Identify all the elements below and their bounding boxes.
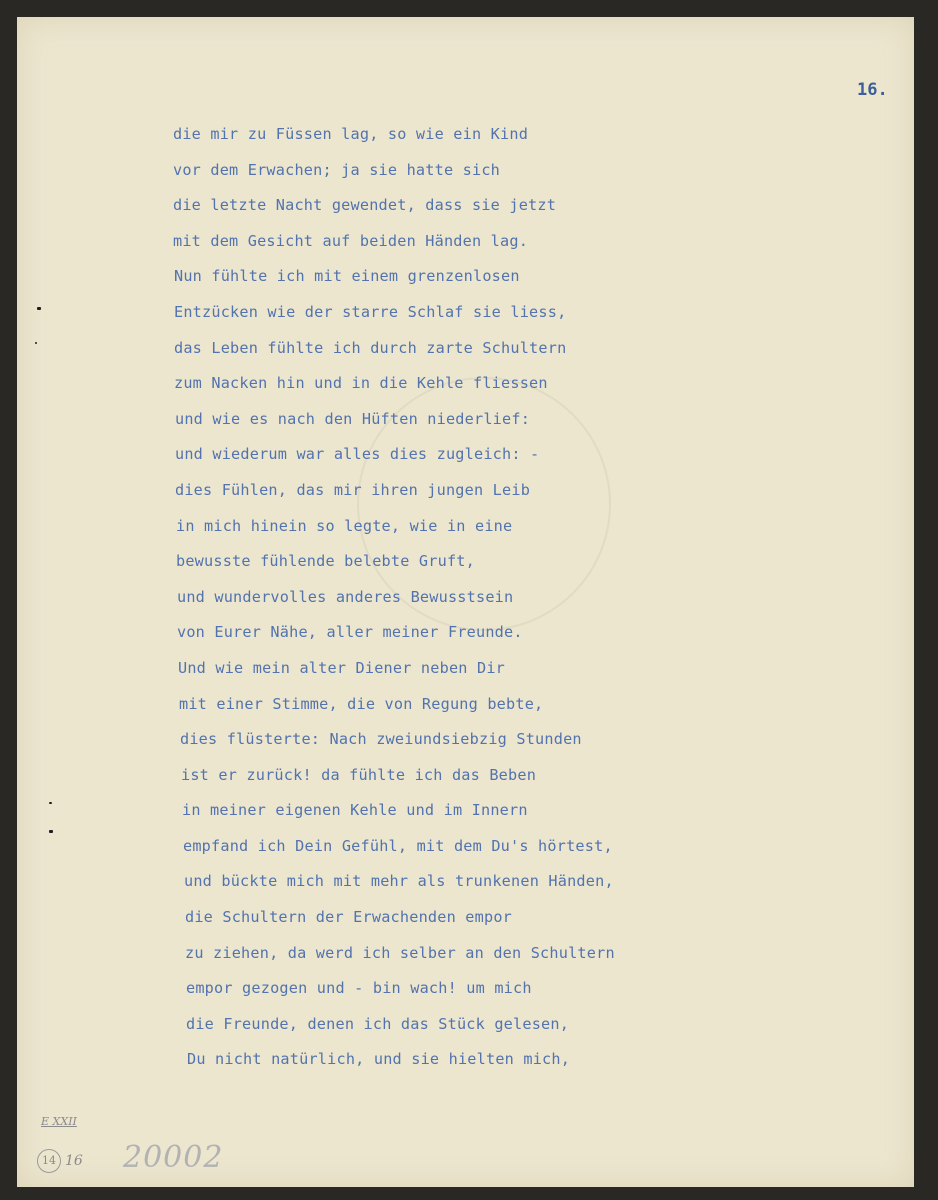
margin-mark [35,342,37,344]
text-line: mit dem Gesicht auf beiden Händen lag. [173,231,529,250]
text-line: bewusste fühlende belebte Gruft, [176,552,475,571]
typescript-text [173,117,733,1078]
document-page [17,17,914,1187]
page-number: 16. [857,80,888,100]
text-line: dies Fühlen, das mir ihren jungen Leib [175,480,531,499]
text-line: Und wie mein alter Diener neben Dir [178,658,506,677]
archive-annotations [37,1115,297,1185]
text-line: Entzücken wie der starre Schlaf sie liess, [174,302,567,321]
margin-mark [37,307,41,310]
text-line: vor dem Erwachen; ja sie hatte sich [173,160,501,179]
circled-folio-number: 14 [37,1149,61,1173]
text-line: zu ziehen, da werd ich selber an den Schultern [185,943,615,962]
text-line: in meiner eigenen Kehle und im Innern [182,801,528,820]
text-line: die Schultern der Erwachenden empor [185,908,513,927]
text-line: empfand ich Dein Gefühl, mit dem Du's hörtest, [183,836,613,855]
text-line: von Eurer Nähe, aller meiner Freunde. [177,623,523,642]
text-line: zum Nacken hin und in die Kehle fliessen [174,374,548,393]
text-line: die letzte Nacht gewendet, dass sie jetzt [173,196,557,215]
text-line: dies flüsterte: Nach zweiundsiebzig Stunden [180,730,582,749]
text-line: Du nicht natürlich, und sie hielten mich, [187,1050,571,1069]
text-line: empor gezogen und - bin wach! um mich [186,979,532,998]
text-line: die mir zu Füssen lag, so wie ein Kind [173,125,529,143]
text-line: und wundervolles anderes Bewusstsein [177,587,514,606]
text-line: und wie es nach den Hüften niederlief: [175,409,531,428]
text-line: in mich hinein so legte, wie in eine [176,516,513,535]
text-line: und bückte mich mit mehr als trunkenen Händen, [184,872,614,891]
text-line: das Leben fühlte ich durch zarte Schultern [174,338,567,357]
margin-mark [49,802,52,804]
archive-code: E XXII [41,1115,77,1128]
text-line: mit einer Stimme, die von Regung bebte, [179,694,544,713]
folio-number: 16 [65,1153,83,1169]
text-line: ist er zurück! da fühlte ich das Beben [181,765,537,784]
text-line: die Freunde, denen ich das Stück gelesen, [186,1014,570,1033]
margin-mark [49,830,53,833]
archive-inventory-number: 20002 [123,1140,224,1175]
text-line: Nun fühlte ich mit einem grenzenlosen [174,267,520,286]
text-line: und wiederum war alles dies zugleich: - [175,445,540,464]
